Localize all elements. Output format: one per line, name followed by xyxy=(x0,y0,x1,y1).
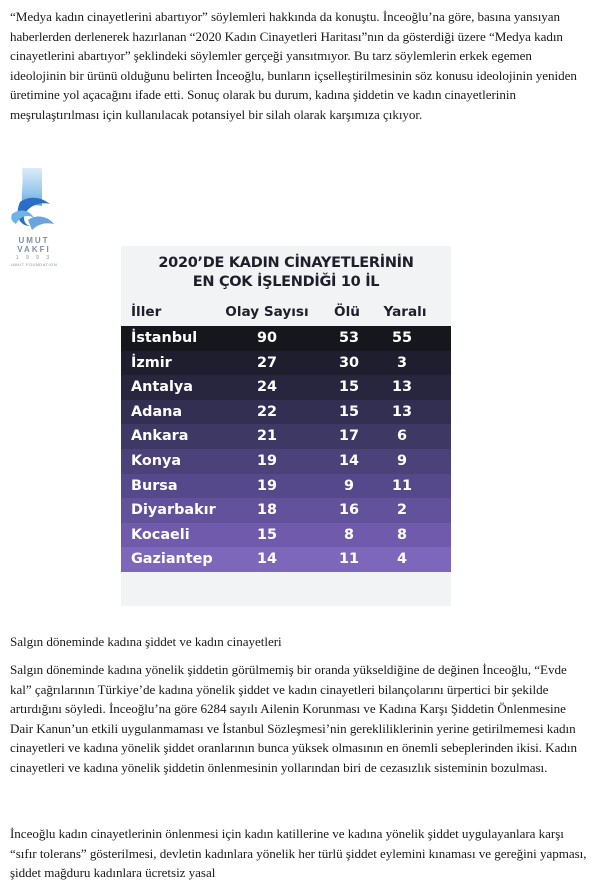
table-row xyxy=(121,326,451,351)
cell-yarali: 8 xyxy=(396,526,407,543)
cell-olay-sayisi: 22 xyxy=(256,403,278,420)
article-paragraph-2: Salgın döneminde kadına yönelik şiddetin görülmemiş bir oranda yükseldiğine de değinen İnceoğlu, “Evde kal” çağrılarının Türkiye’de kadına yönelik şiddet ve kadın cinayetleri bilançolarını ürpertici bir şekilde artırdığını söyledi. İnceoğlu’na göre 6284 sayılı Ailenin Korunması ve Kadına Karşı Şiddetin Önlenmesine Dair Kanun’un etkili uygulanmaması ve İstanbul Sözleşmesi’nin gerekliliklerinin yerine getirilmemesi kadın cinayetleri ve kadına yönelik şiddet oranlarının bunca yüksek olmasının en önemli sebeplerinden ikisi. Kadın cinayetleri ve kadına yönelik şiddetin önlenmesinin yollarından biri de cezasızlık sisteminin bozulması. xyxy=(10,662,577,775)
cell-il: Gaziantep xyxy=(131,551,213,568)
cell-il: Konya xyxy=(131,452,182,469)
cell-olu: 14 xyxy=(338,452,360,469)
table-row xyxy=(121,523,451,548)
cell-yarali: 9 xyxy=(396,452,407,469)
cell-il: Adana xyxy=(131,403,183,420)
cell-olay-sayisi: 27 xyxy=(256,354,278,371)
table-header-row xyxy=(121,301,451,325)
cell-yarali: 2 xyxy=(396,502,407,519)
cell-yarali: 4 xyxy=(396,551,407,568)
cell-olu: 9 xyxy=(343,477,354,494)
wave-logo-icon xyxy=(8,166,60,236)
table-row xyxy=(121,424,451,449)
cell-olay-sayisi: 90 xyxy=(256,330,278,346)
cell-il: Antalya xyxy=(131,379,193,396)
header-iller: İller xyxy=(131,304,162,320)
cell-il: Ankara xyxy=(131,428,189,445)
cell-olu: 15 xyxy=(338,403,360,420)
cell-olay-sayisi: 14 xyxy=(256,551,278,568)
cell-olu: 16 xyxy=(338,502,360,519)
table-title-line-1: 2020’DE KADIN CİNAYETLERİNİN xyxy=(158,255,414,271)
table-row xyxy=(121,375,451,400)
cell-yarali: 13 xyxy=(391,403,413,420)
table-row xyxy=(121,449,451,474)
cell-il: Bursa xyxy=(131,477,178,494)
section-heading: Salgın döneminde kadına şiddet ve kadın cinayetleri xyxy=(10,634,282,649)
cell-olu: 15 xyxy=(338,379,360,396)
cell-yarali: 11 xyxy=(391,477,413,494)
logo-year-text: 1 9 9 3 xyxy=(15,255,53,261)
femicide-table-card xyxy=(121,246,451,606)
table-row xyxy=(121,400,451,425)
header-olay-sayisi: Olay Sayısı xyxy=(225,304,309,320)
table-title-line-2: EN ÇOK İŞLENDİĞİ 10 İL xyxy=(192,274,380,290)
umut-foundation-logo xyxy=(8,166,60,276)
cell-olay-sayisi: 19 xyxy=(256,477,278,494)
logo-foundation-text: UMUT FOUNDATION xyxy=(10,262,58,267)
cell-olu: 53 xyxy=(338,330,360,346)
cell-il: İstanbul xyxy=(131,330,198,346)
cell-yarali: 13 xyxy=(391,379,413,396)
table-row xyxy=(121,498,451,523)
article-paragraph-1: “Medya kadın cinayetlerini abartıyor” söylemleri hakkında da konuştu. İnceoğlu’na göre, basına yansıyan haberlerden derlenerek hazırlanan “2020 Kadın Cinayetleri Haritası”nın da gösterdiği üzere “Medya kadın cinayetlerini abartıyor” şeklindeki söylemler gerçeği yansıtmıyor. Bu tarz söylemlerin erkek egemen ideolojinin bir ürünü olduğunu belirten İnceoğlu, bunların içselleştirilmesinin söz konusu ideolojinin yeniden üretimine yol açacağını ifade etti. Sonuç olarak bu durum, kadına şiddetin ve kadın cinayetlerinin meşrulaştırılması için kullanılacak potansiyel bir silah olarak karşımıza çıkıyor. xyxy=(10,9,577,122)
cell-il: Diyarbakır xyxy=(131,502,216,519)
cell-olay-sayisi: 19 xyxy=(256,452,278,469)
cell-yarali: 3 xyxy=(396,354,407,371)
cell-olu: 8 xyxy=(343,526,354,543)
header-olu: Ölü xyxy=(334,304,360,320)
table-row xyxy=(121,547,451,572)
cell-olu: 17 xyxy=(338,428,360,445)
logo-umut-text: UMUT xyxy=(18,236,50,245)
cell-yarali: 55 xyxy=(391,330,413,346)
table-row xyxy=(121,351,451,376)
header-yarali: Yaralı xyxy=(383,304,427,320)
table-row xyxy=(121,474,451,499)
cell-olu: 30 xyxy=(338,354,360,371)
logo-vakfi-text: VAKFI xyxy=(17,245,51,254)
cell-olay-sayisi: 21 xyxy=(256,428,278,445)
cell-olay-sayisi: 15 xyxy=(256,526,278,543)
cell-yarali: 6 xyxy=(396,428,407,445)
cell-il: İzmir xyxy=(131,354,172,371)
cell-il: Kocaeli xyxy=(131,526,190,543)
cell-olu: 11 xyxy=(338,551,360,568)
article-paragraph-3: İnceoğlu kadın cinayetlerinin önlenmesi için kadın katillerine ve kadına yönelik şiddet uygulayanlara karşı “sıfır tolerans” gösterilmesi, devletin kadınlara yönelik her türlü şiddet eylemini kınaması ve gereğini yapması, şiddet mağduru kadınlara ücretsiz yasal xyxy=(10,826,587,881)
table-body xyxy=(121,326,451,572)
cell-olay-sayisi: 24 xyxy=(256,379,278,396)
cell-olay-sayisi: 18 xyxy=(256,502,278,519)
